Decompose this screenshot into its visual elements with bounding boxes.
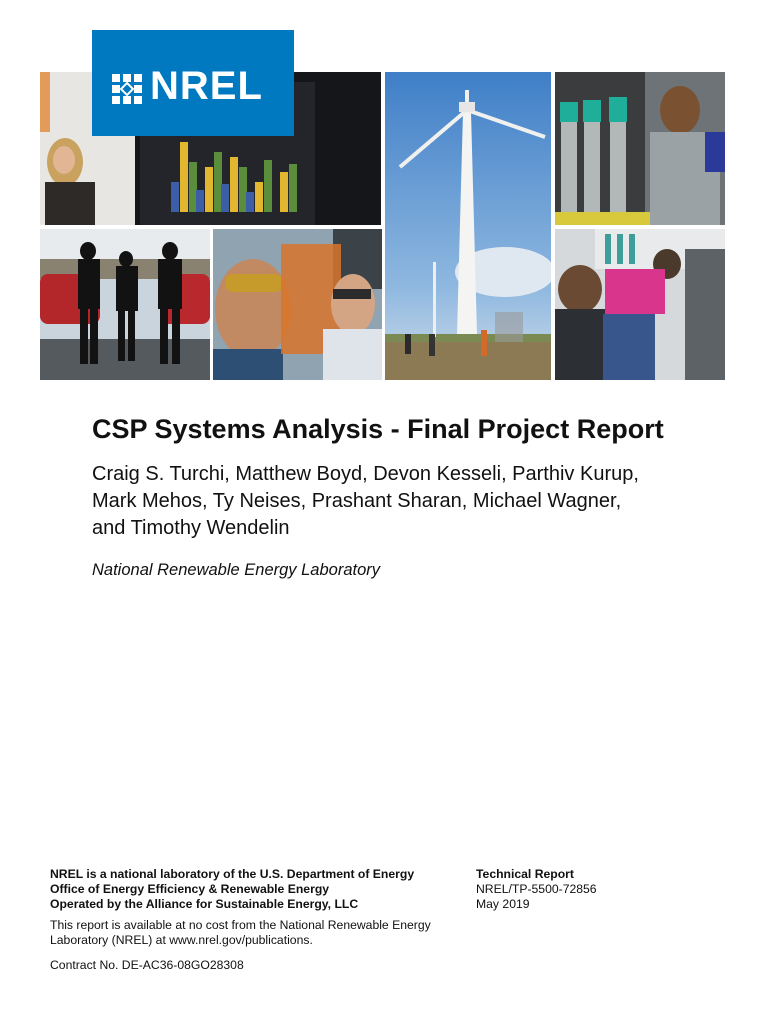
operator-statement: Operated by the Alliance for Sustainable Energy, LLC xyxy=(50,897,359,911)
nrel-logo-mark-icon xyxy=(112,74,142,104)
author-line: and Timothy Wendelin xyxy=(92,517,290,539)
nrel-logo-text: NREL xyxy=(150,64,263,108)
contract-number: Contract No. DE-AC36-08GO28308 xyxy=(50,958,244,972)
lab-equipment-photo xyxy=(555,229,725,380)
footer-lab-info xyxy=(50,867,470,973)
report-title: CSP Systems Analysis - Final Project Report xyxy=(92,414,664,444)
author-line: Mark Mehos, Ty Neises, Prashant Sharan, Michael Wagner, xyxy=(92,490,622,512)
lab-vials-photo xyxy=(555,72,725,225)
eere-office: Office of Energy Efficiency & Renewable Energy xyxy=(50,882,330,896)
selfie-photo xyxy=(213,229,382,380)
car-charging-photo xyxy=(40,229,210,380)
lab-statement: NREL is a national laboratory of the U.S. Department of Energy xyxy=(50,867,415,881)
author-line: Craig S. Turchi, Matthew Boyd, Devon Kesseli, Parthiv Kurup, xyxy=(92,463,639,485)
author-list xyxy=(92,461,712,542)
report-type: Technical Report xyxy=(476,867,574,881)
affiliation: National Renewable Energy Laboratory xyxy=(92,561,381,579)
nrel-logo xyxy=(92,30,294,136)
availability-note: This report is available at no cost from the National Renewable Energy xyxy=(50,918,431,932)
availability-note: Laboratory (NREL) at www.nrel.gov/publications. xyxy=(50,933,313,947)
footer-report-info xyxy=(476,867,597,912)
wind-turbine-photo xyxy=(385,72,551,380)
report-number: NREL/TP-5500-72856 xyxy=(476,882,597,896)
report-date: May 2019 xyxy=(476,897,530,911)
